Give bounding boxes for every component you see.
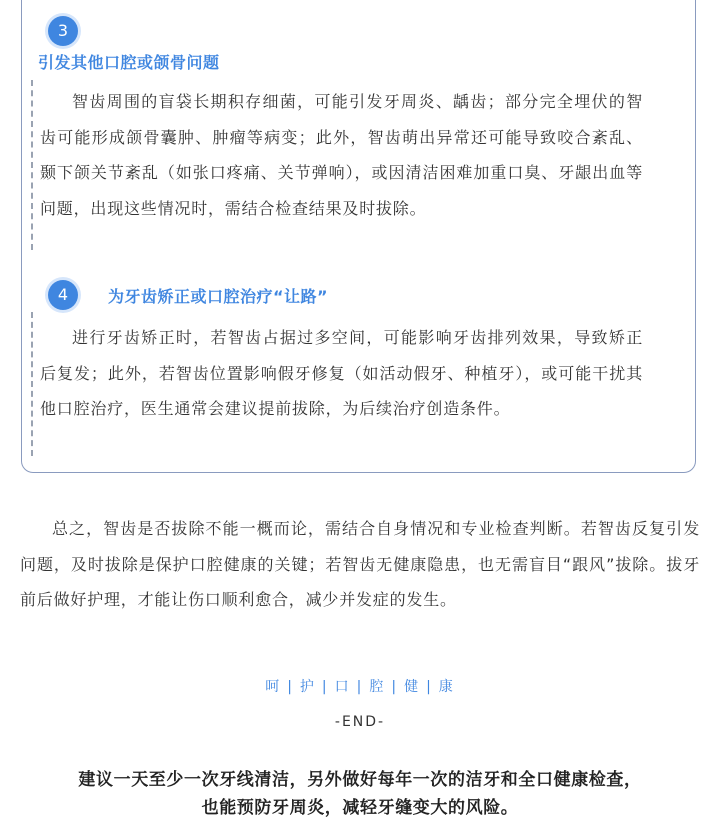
section-title: 引发其他口腔或颌骨问题	[38, 53, 220, 72]
tagline-separator: |	[321, 679, 329, 695]
tagline-char: 呵	[265, 679, 282, 695]
section-title: 为牙齿矫正或口腔治疗“让路”	[108, 287, 329, 306]
closing-line: 也能预防牙周炎，减轻牙缝变大的风险。	[201, 798, 519, 818]
tagline-separator: |	[287, 679, 294, 695]
tagline-char: 护	[299, 679, 316, 695]
section-body: 进行牙齿矫正时，若智齿占据过多空间，可能影响牙齿排列效果，导致矫正后复发；此外，若智齿位置影响假牙修复（如活动假牙、种植牙），或可能干扰其他口腔治疗，医生通常会建议提前拔除，为后续治疗创造条件。	[40, 328, 643, 418]
section-body: 智齿周围的盲袋长期积存细菌，可能引发牙周炎、龋齿；部分完全埋伏的智齿可能形成颌骨囊肿、肿瘤等病变；此外，智齿萌出异常还可能导致咬合紊乱、颞下颌关节紊乱（如张口疼痛、关节弹响），或因清洁困难加重口臭、牙龈出血等问题，出现这些情况时，需结合检查结果及时拔除。	[40, 92, 643, 218]
end-mark: -END-	[334, 714, 386, 730]
tagline-separator: |	[356, 679, 364, 695]
tagline	[0, 676, 720, 696]
tagline-separator: |	[391, 679, 399, 695]
section-number-badge: 3	[48, 16, 78, 46]
summary-paragraph: 总之，智齿是否拔除不能一概而论，需结合自身情况和专业检查判断。若智齿反复引发问题，及时拔除是保护口腔健康的关键；若智齿无健康隐患，也无需盲目“跟风”拔除。拔牙前后做好护理，才能让伤口顺利愈合，减少并发症的发生。	[20, 519, 700, 609]
tagline-separator: |	[426, 679, 433, 695]
tagline-char: 腔	[369, 679, 386, 695]
tagline-char: 健	[404, 679, 421, 695]
section-divider	[31, 80, 33, 250]
section-number-badge: 4	[48, 280, 78, 310]
tagline-char: 康	[438, 679, 455, 695]
section-divider	[31, 312, 33, 456]
tagline-char: 口	[334, 679, 351, 695]
closing-note	[0, 766, 720, 822]
closing-line: 建议一天至少一次牙线清洁，另外做好每年一次的洁牙和全口健康检查，	[78, 770, 642, 790]
